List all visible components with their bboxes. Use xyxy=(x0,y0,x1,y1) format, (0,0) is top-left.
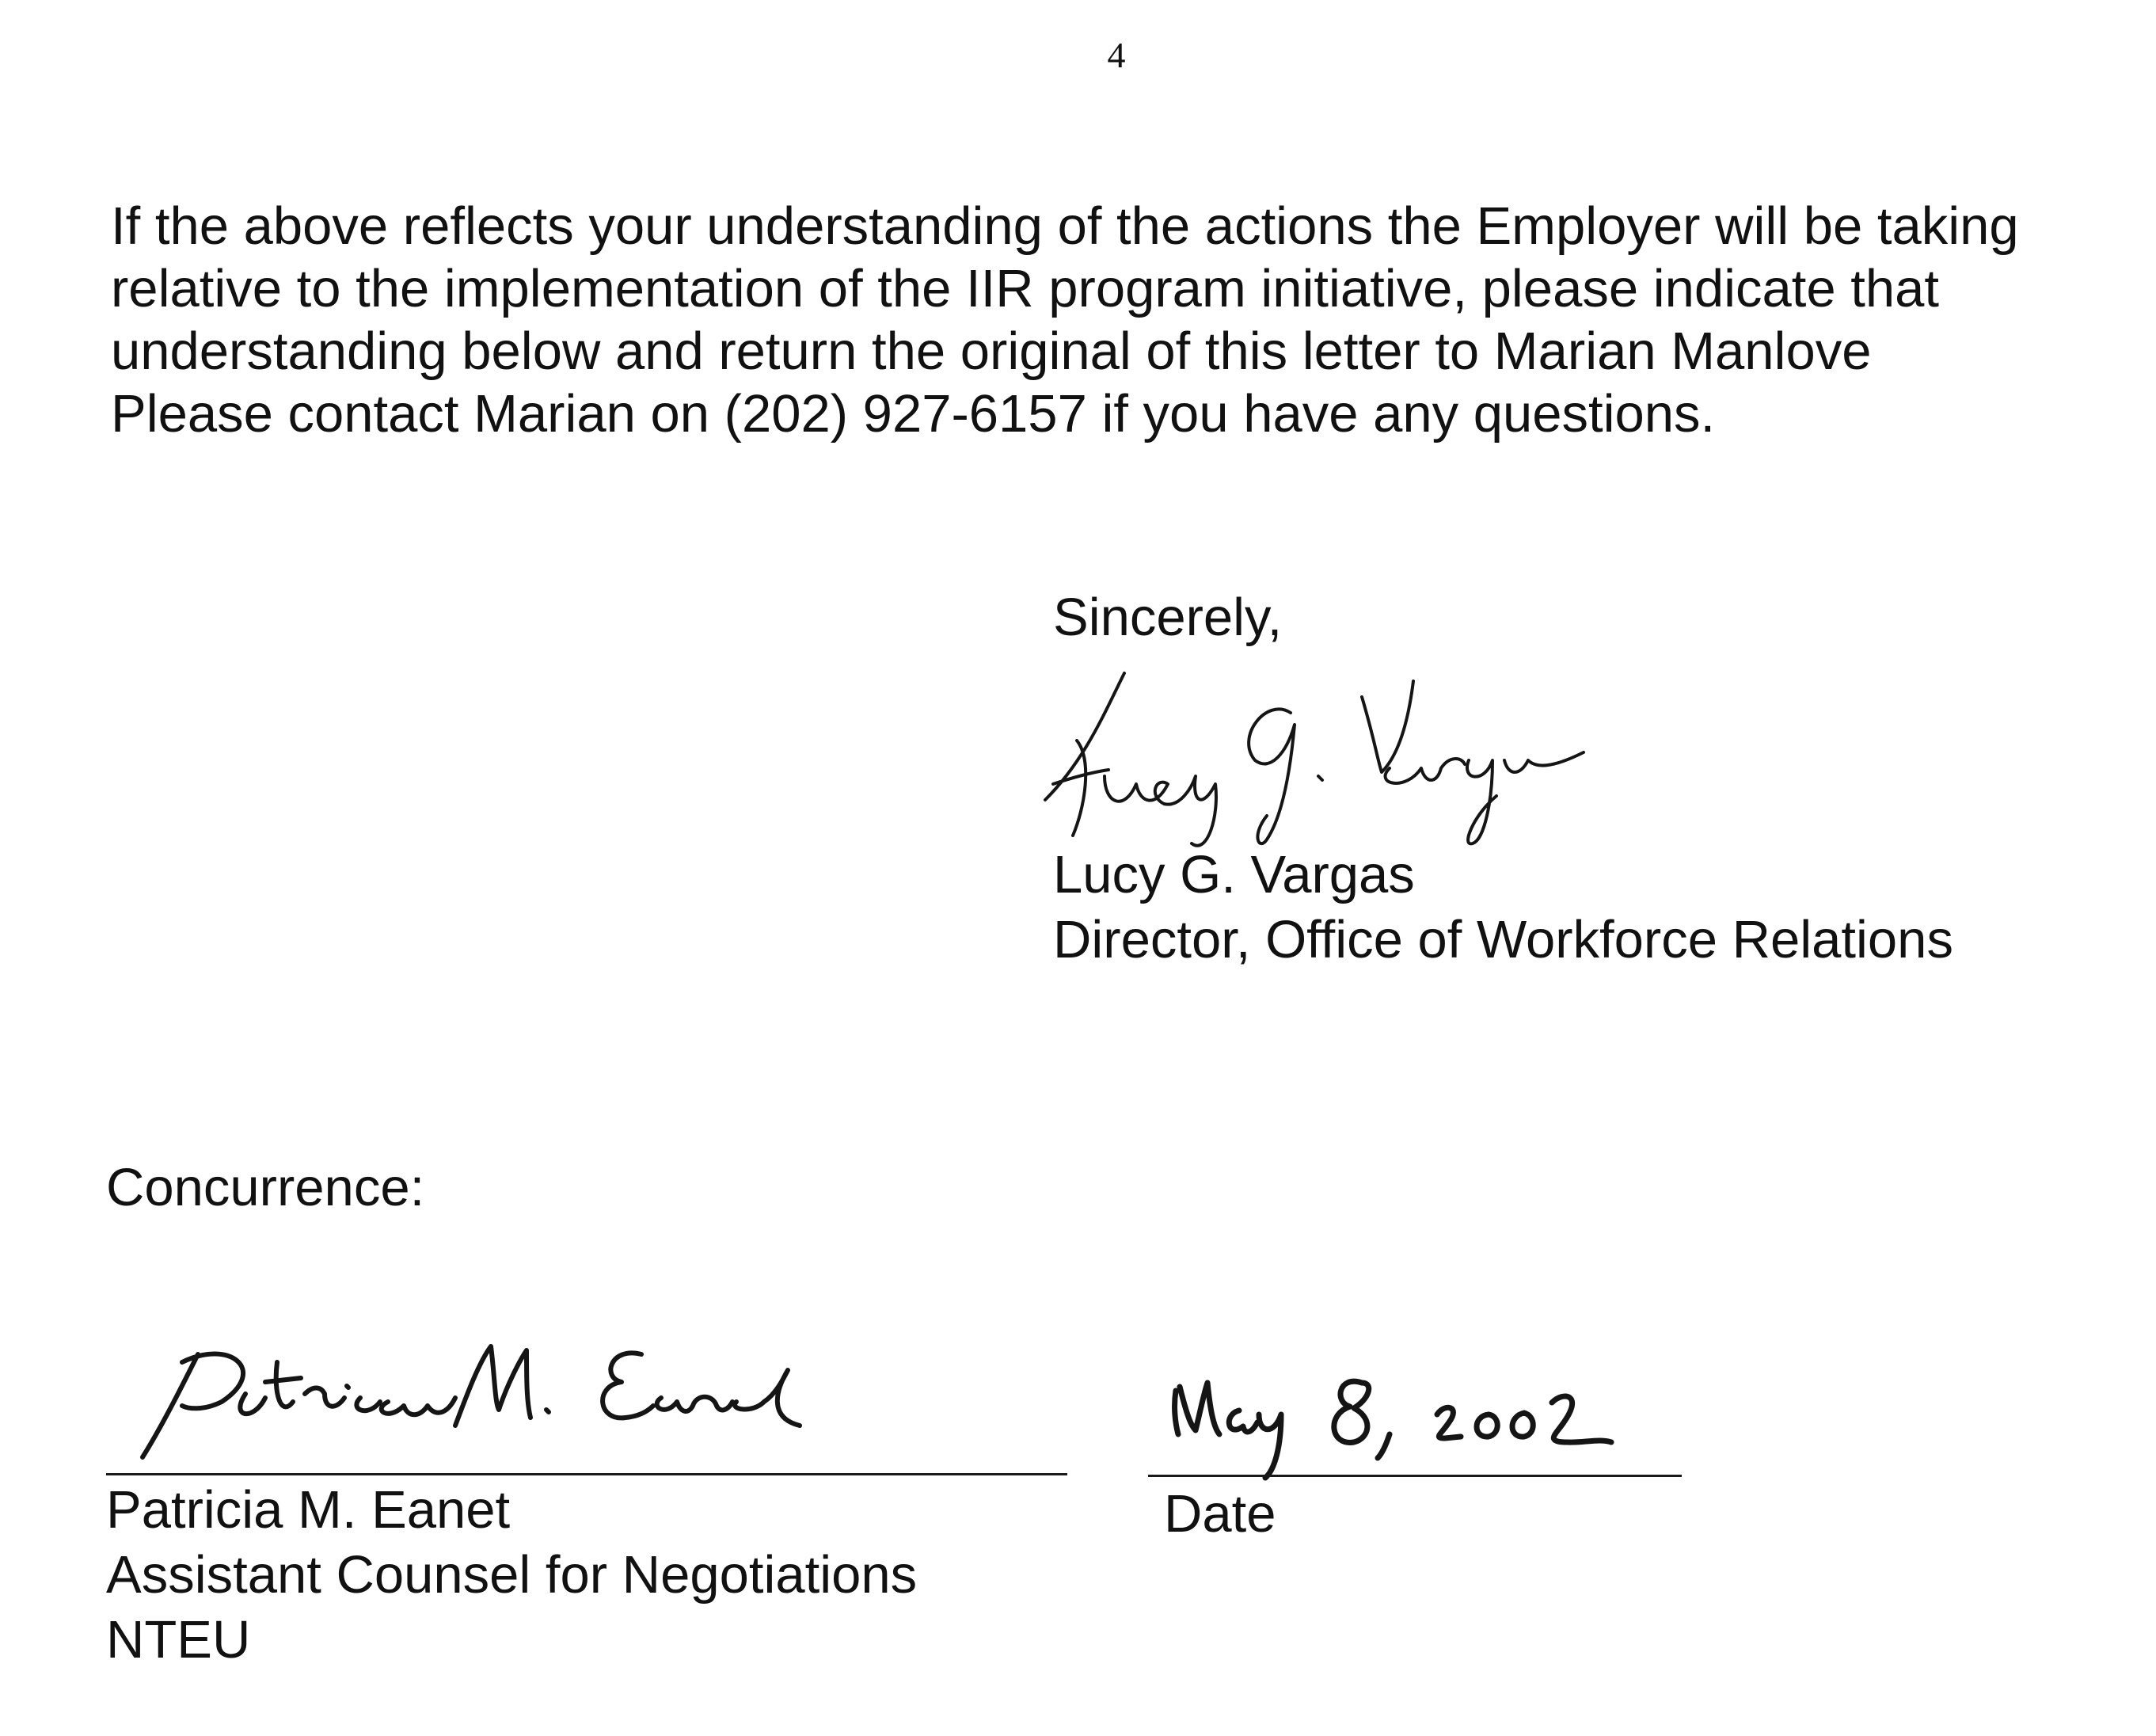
date-label: Date xyxy=(1164,1484,1276,1544)
page-number: 4 xyxy=(1107,35,1126,75)
signer-name: Lucy G. Vargas xyxy=(1053,845,1415,904)
signature-stroke xyxy=(455,1346,549,1426)
signer-block xyxy=(1053,843,1953,973)
concurrence-signer-block xyxy=(106,1478,917,1673)
signature-stroke xyxy=(1249,709,1295,843)
concurrence-signer-name: Patricia M. Eanet xyxy=(106,1480,511,1540)
concurrence-signer-title: Assistant Counsel for Negotiations xyxy=(106,1545,918,1605)
signature-stroke xyxy=(1362,681,1584,843)
date-stroke xyxy=(1175,1383,1281,1478)
handwritten-date xyxy=(1164,1359,1671,1486)
body-line: Please contact Marian on (202) 927-6157 if you have any questions. xyxy=(111,384,1716,444)
signature-stroke xyxy=(603,1353,800,1426)
signature-stroke xyxy=(1045,673,1216,846)
signature-stroke xyxy=(143,1354,455,1457)
date-stroke xyxy=(1334,1381,1390,1458)
vargas-signature xyxy=(1029,665,1758,855)
body-line: relative to the implementation of the IIR program initiative, please indicate that xyxy=(111,259,1940,318)
date-stroke xyxy=(1437,1396,1611,1442)
eanet-signature xyxy=(135,1331,911,1465)
concurrence-label: Concurrence: xyxy=(106,1158,425,1217)
closing-salutation: Sincerely, xyxy=(1053,588,1283,647)
body-line: understanding below and return the original of this letter to Marian Manlove xyxy=(111,322,1872,381)
concurrence-signature-line xyxy=(106,1473,1067,1475)
body-line: If the above reflects your understanding of the actions the Employer will be taking xyxy=(111,196,2019,256)
date-signature-line xyxy=(1148,1475,1682,1477)
signature-stroke xyxy=(1318,776,1322,780)
body-paragraph xyxy=(111,195,2138,445)
signer-title: Director, Office of Workforce Relations xyxy=(1053,910,1953,969)
concurrence-signer-org: NTEU xyxy=(106,1610,251,1669)
